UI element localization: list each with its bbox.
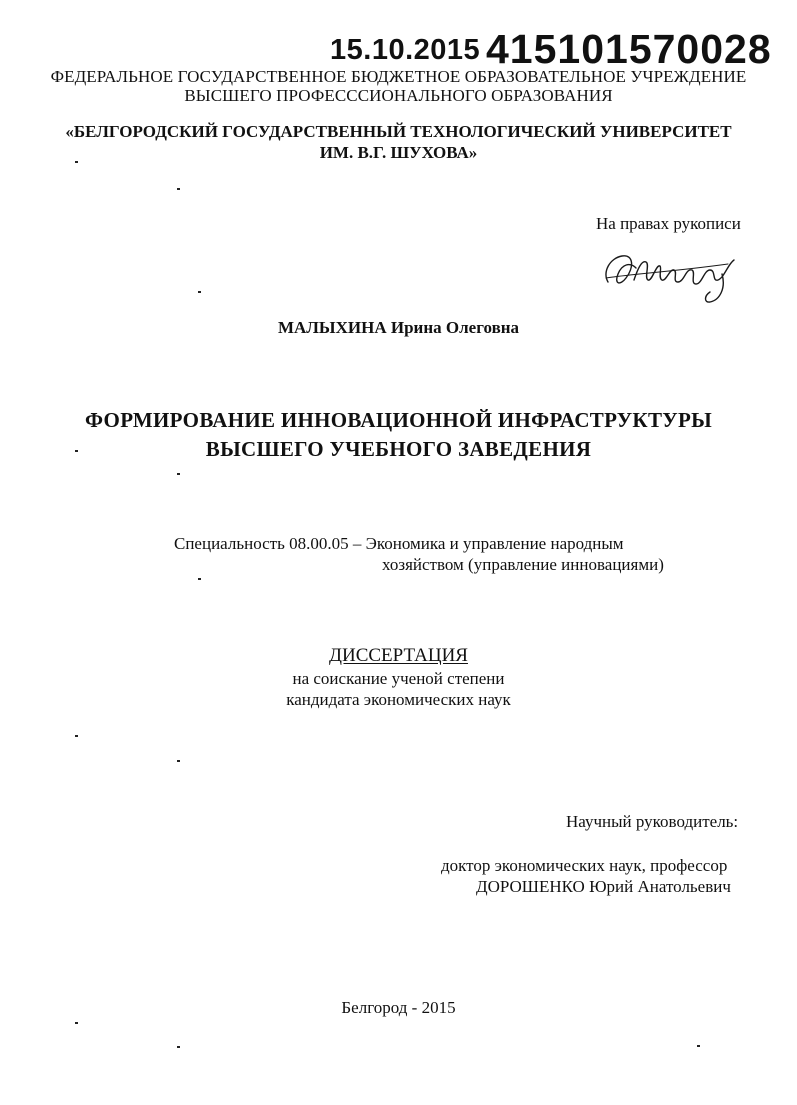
scan-speck — [177, 188, 180, 190]
dissertation-line-2: кандидата экономических наук — [286, 690, 511, 709]
author-name: МАЛЫХИНА Ирина Олеговна — [277, 318, 520, 337]
scan-speck — [75, 1022, 78, 1024]
institution-line-2: ВЫСШЕГО ПРОФЕСССИОНАЛЬНОГО ОБРАЗОВАНИЯ — [184, 86, 613, 105]
stamp-number: 415101570028 — [486, 26, 772, 72]
supervisor-name: ДОРОШЕНКО Юрий Анатольевич — [476, 877, 731, 896]
scan-speck — [697, 1045, 700, 1047]
university-line-1: «БЕЛГОРОДСКИЙ ГОСУДАРСТВЕННЫЙ ТЕХНОЛОГИЧЕСКИЙ УНИВЕРСИТЕТ — [65, 122, 732, 141]
university-line-2: ИМ. В.Г. ШУХОВА» — [319, 143, 478, 162]
title-line-2: ВЫСШЕГО УЧЕБНОГО ЗАВЕДЕНИЯ — [205, 437, 592, 461]
scan-speck — [177, 760, 180, 762]
scan-speck — [75, 161, 78, 163]
scan-speck — [177, 473, 180, 475]
supervisor-degree: доктор экономических наук, профессор — [441, 856, 728, 875]
supervisor-label: Научный руководитель: — [566, 812, 739, 831]
dissertation-line-1: на соискание ученой степени — [292, 669, 505, 688]
scan-speck — [198, 291, 201, 293]
scan-speck — [75, 735, 78, 737]
scan-speck — [177, 1046, 180, 1048]
scan-speck — [75, 450, 78, 452]
specialty-line-2: хозяйством (управление инновациями) — [382, 555, 664, 574]
scan-speck — [198, 578, 201, 580]
stamp-date: 15.10.2015 — [330, 34, 481, 66]
specialty-line-1: Специальность 08.00.05 – Экономика и управление народным — [174, 534, 624, 553]
title-line-1: ФОРМИРОВАНИЕ ИННОВАЦИОННОЙ ИНФРАСТРУКТУРЫ — [84, 408, 713, 432]
rights-note: На правах рукописи — [596, 214, 741, 233]
author-signature — [600, 234, 750, 306]
institution-line-1: ФЕДЕРАЛЬНОЕ ГОСУДАРСТВЕННОЕ БЮДЖЕТНОЕ ОБРАЗОВАТЕЛЬНОЕ УЧРЕЖДЕНИЕ — [50, 67, 747, 86]
dissertation-type: ДИССЕРТАЦИЯ — [329, 645, 468, 666]
city-year: Белгород - 2015 — [341, 998, 456, 1017]
